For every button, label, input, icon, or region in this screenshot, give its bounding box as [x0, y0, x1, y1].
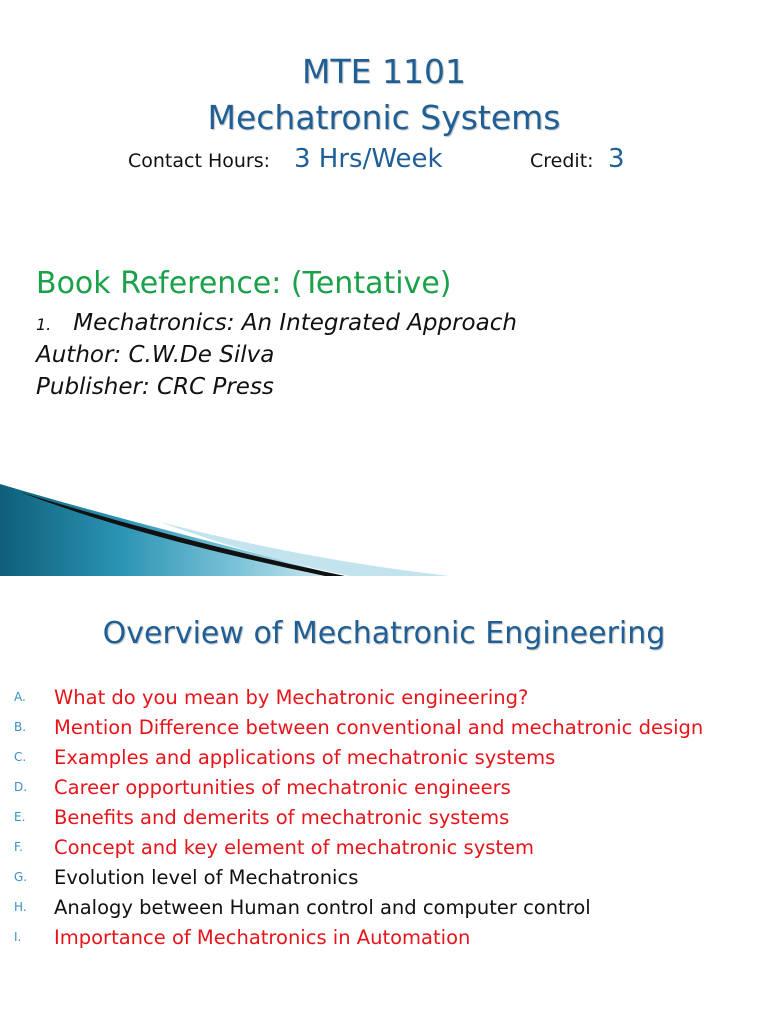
topic-text: Evolution level of Mechatronics: [54, 866, 359, 889]
topic-text: Benefits and demerits of mechatronic systems: [54, 806, 510, 829]
course-meta-row: [0, 144, 768, 180]
topic-text: Analogy between Human control and computer control: [54, 896, 591, 919]
course-code: MTE 1101: [302, 52, 466, 91]
list-marker: C.: [14, 750, 27, 764]
list-item: [14, 686, 764, 716]
topic-text: Examples and applications of mechatronic systems: [54, 746, 556, 769]
list-marker: E.: [14, 810, 26, 824]
list-item: [14, 866, 764, 896]
topic-text: Mention Difference between conventional and mechatronic design: [54, 716, 704, 739]
list-marker: I.: [14, 930, 22, 944]
list-item: [14, 746, 764, 776]
topic-list: [14, 686, 764, 956]
topic-text: What do you mean by Mechatronic engineering?: [54, 686, 529, 709]
topic-text: Career opportunities of mechatronic engineers: [54, 776, 511, 799]
list-item: [14, 836, 764, 866]
list-marker: D.: [14, 780, 28, 794]
list-marker: B.: [14, 720, 27, 734]
list-item: [14, 926, 764, 956]
overview-heading: Overview of Mechatronic Engineering: [102, 616, 666, 651]
contact-hours-label: Contact Hours:: [128, 150, 271, 172]
book-title: Mechatronics: An Integrated Approach: [73, 310, 517, 336]
list-item: [14, 896, 764, 926]
book-author: Author: C.W.De Silva: [36, 342, 275, 368]
credit-value: 3: [608, 144, 625, 174]
topic-text: Importance of Mechatronics in Automation: [54, 926, 471, 949]
list-marker: G.: [14, 870, 28, 884]
list-marker: H.: [14, 900, 27, 914]
contact-hours-value: 3 Hrs/Week: [294, 144, 443, 174]
list-item: [14, 806, 764, 836]
book-reference-heading: Book Reference: (Tentative): [36, 266, 452, 301]
book-title-line: [36, 310, 517, 336]
topic-text: Concept and key element of mechatronic system: [54, 836, 535, 859]
list-marker: A.: [14, 690, 26, 704]
list-marker: F.: [14, 840, 23, 854]
book-number: 1.: [36, 315, 52, 334]
book-publisher: Publisher: CRC Press: [36, 374, 274, 400]
credit-label: Credit:: [530, 150, 594, 172]
list-item: [14, 776, 764, 806]
slide-swoosh-decoration: [0, 470, 768, 576]
course-name: Mechatronic Systems: [207, 98, 561, 137]
list-item: [14, 716, 764, 746]
